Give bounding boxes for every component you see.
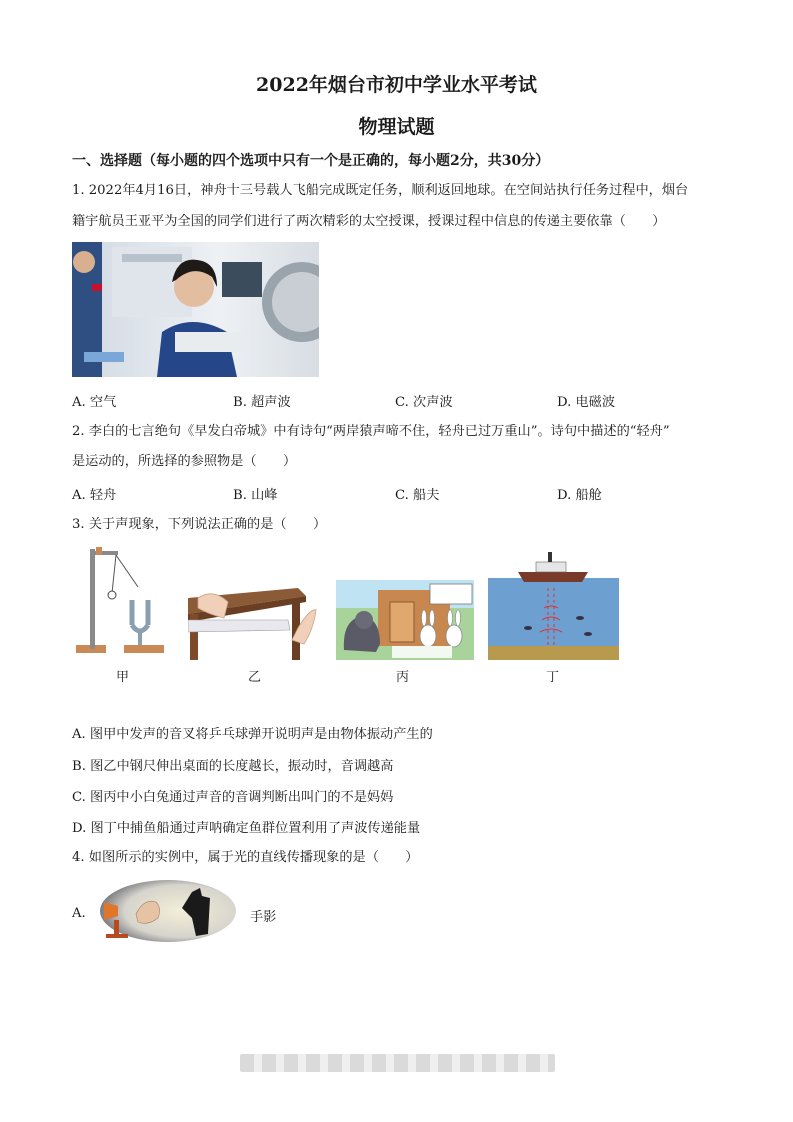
- question-3-option-d[interactable]: D. 图丁中捕鱼船通过声呐确定鱼群位置利用了声波传递能量: [72, 821, 421, 836]
- question-3-line-1: 3. 关于声现象，下列说法正确的是（ ）: [72, 517, 327, 532]
- question-2-line-2: 是运动的，所选择的参照物是（ ）: [72, 454, 297, 469]
- question-4-option-a[interactable]: A.: [72, 906, 86, 921]
- footer-watermark: [240, 1054, 555, 1072]
- figure-sonar-boat: [488, 548, 619, 660]
- question-2-option-d[interactable]: D. 船舱: [557, 488, 602, 503]
- question-4-option-a-label: 手影: [250, 910, 277, 925]
- question-2-option-b[interactable]: B. 山峰: [233, 488, 278, 503]
- section-heading: 一、选择题（每小题的四个选项中只有一个是正确的，每小题2分，共30分）: [72, 153, 550, 169]
- question-3-option-a[interactable]: A. 图甲中发声的音叉将乒乓球弹开说明声是由物体振动产生的: [72, 727, 433, 742]
- figure-rabbit-cartoon: [336, 580, 474, 660]
- question-2-line-1: 2. 李白的七言绝句《早发白帝城》中有诗句“两岸猿声啼不住，轻舟已过万重山”。诗句中描述的“轻舟”: [72, 424, 670, 439]
- question-3-option-b[interactable]: B. 图乙中钢尺伸出桌面的长度越长，振动时，音调越高: [72, 759, 394, 774]
- caption-yi: 乙: [248, 670, 262, 685]
- question-3-option-c[interactable]: C. 图丙中小白兔通过声音的音调判断出叫门的不是妈妈: [72, 790, 394, 805]
- page-title: 2022年烟台市初中学业水平考试: [256, 74, 537, 96]
- caption-jia: 甲: [116, 670, 130, 685]
- question-1-line-1: 1. 2022年4月16日，神舟十三号载人飞船完成既定任务，顺利返回地球。在空间站执行任务过程中，烟台: [72, 183, 689, 198]
- question-1-option-d[interactable]: D. 电磁波: [557, 395, 616, 410]
- figure-steel-ruler: [188, 588, 320, 660]
- question-4-line-1: 4. 如图所示的实例中，属于光的直线传播现象的是（ ）: [72, 850, 419, 865]
- caption-bing: 丙: [396, 670, 410, 685]
- question-2-option-a[interactable]: A. 轻舟: [72, 488, 117, 503]
- question-1-line-2: 籍宇航员王亚平为全国的同学们进行了两次精彩的太空授课，授课过程中信息的传递主要依靠（ ）: [72, 214, 666, 229]
- question-1-option-b[interactable]: B. 超声波: [233, 395, 291, 410]
- page-subtitle: 物理试题: [358, 116, 435, 138]
- question-1-option-c[interactable]: C. 次声波: [395, 395, 453, 410]
- caption-ding: 丁: [546, 670, 560, 685]
- question-1-option-a[interactable]: A. 空气: [72, 395, 117, 410]
- question-2-option-c[interactable]: C. 船夫: [395, 488, 440, 503]
- figure-hand-shadow: [96, 878, 236, 944]
- figure-tuning-fork: [72, 545, 170, 660]
- space-classroom-photo: [72, 242, 319, 377]
